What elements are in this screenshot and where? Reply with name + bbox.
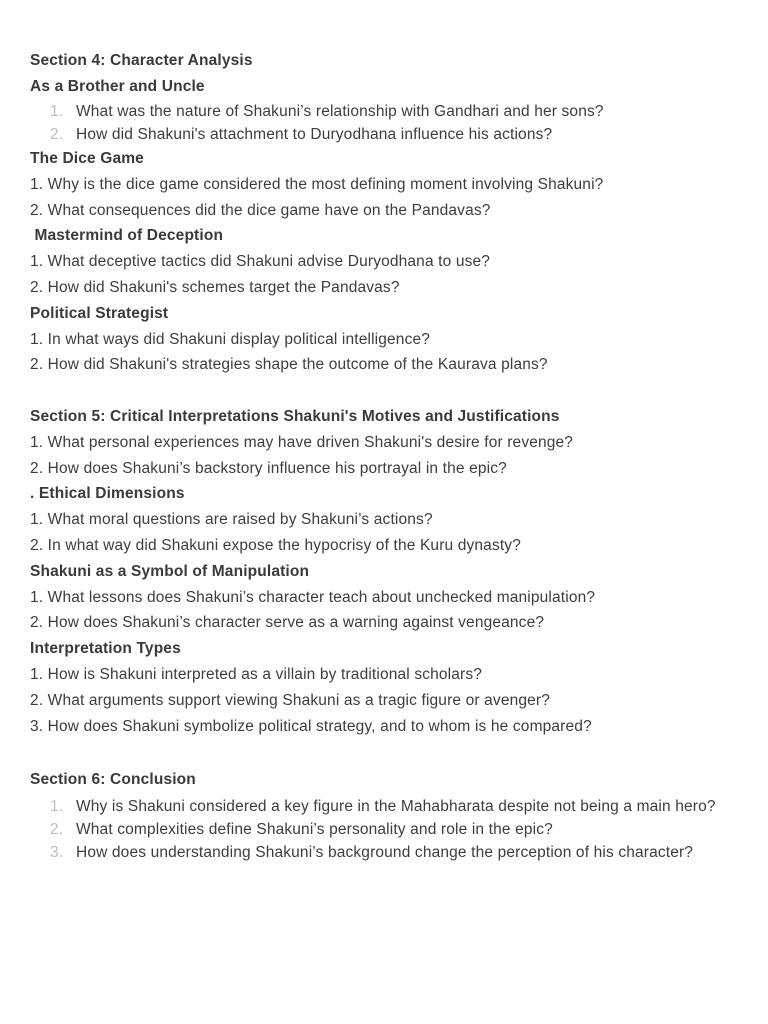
question-line: 2. In what way did Shakuni expose the hypocrisy of the Kuru dynasty? <box>30 536 521 554</box>
section-5-title: Section 5: Critical Interpretations Shakuni's Motives and Justifications <box>30 407 560 425</box>
section-6-title: Section 6: Conclusion <box>30 771 196 789</box>
list-item-text: What complexities define Shakuni’s personality and role in the epic? <box>76 821 553 839</box>
question-line: 1. What deceptive tactics did Shakuni advise Duryodhana to use? <box>30 253 491 271</box>
list-item-text: Why is Shakuni considered a key figure in the Mahabharata despite not being a main hero? <box>76 798 716 816</box>
question-line: 2. What consequences did the dice game have on the Pandavas? <box>30 201 491 219</box>
list-item <box>30 123 760 146</box>
conclusion-list <box>30 795 760 864</box>
question-line: 2. How did Shakuni's schemes target the Pandavas? <box>30 278 400 296</box>
question-line: 1. In what ways did Shakuni display political intelligence? <box>30 330 431 348</box>
subheading-mastermind: Mastermind of Deception <box>30 227 224 245</box>
question-line: 2. How does Shakuni’s character serve as a warning against vengeance? <box>30 614 545 632</box>
question-line: 2. How did Shakuni's strategies shape the outcome of the Kaurava plans? <box>30 356 548 374</box>
subheading-interpretation-types: Interpretation Types <box>30 640 181 658</box>
list-number: 2. <box>50 125 64 143</box>
list-number: 1. <box>50 102 64 120</box>
list-number: 1. <box>50 798 64 816</box>
section-6 <box>30 765 760 864</box>
list-number: 3. <box>50 844 64 862</box>
subheading-dice-game: The Dice Game <box>30 149 144 167</box>
list-number: 2. <box>50 821 64 839</box>
spacer <box>30 739 760 765</box>
subheading-ethical-dimensions: . Ethical Dimensions <box>30 485 185 503</box>
spacer <box>30 378 760 404</box>
question-line: 1. What lessons does Shakuni’s character teach about unchecked manipulation? <box>30 588 596 606</box>
subheading-symbol-manipulation: Shakuni as a Symbol of Manipulation <box>30 562 310 580</box>
list-item-text: How did Shakuni's attachment to Duryodhana influence his actions? <box>76 125 553 143</box>
list-item-text: What was the nature of Shakuni’s relationship with Gandhari and her sons? <box>76 102 604 120</box>
brother-uncle-list <box>30 100 760 146</box>
question-line: 2. How does Shakuni’s backstory influence his portrayal in the epic? <box>30 459 507 477</box>
question-line: 2. What arguments support viewing Shakuni as a tragic figure or avenger? <box>30 691 550 709</box>
question-line: 1. What personal experiences may have driven Shakuni's desire for revenge? <box>30 433 574 451</box>
subheading-brother-uncle: As a Brother and Uncle <box>30 77 205 95</box>
list-item <box>30 841 760 864</box>
question-line: 3. How does Shakuni symbolize political strategy, and to whom is he compared? <box>30 717 592 735</box>
question-line: 1. How is Shakuni interpreted as a villain by traditional scholars? <box>30 665 483 683</box>
list-item-text: How does understanding Shakuni’s background change the perception of his character? <box>76 844 694 862</box>
subheading-political-strategist: Political Strategist <box>30 304 169 322</box>
document-body <box>30 48 760 864</box>
section-4-title: Section 4: Character Analysis <box>30 52 253 69</box>
list-item <box>30 818 760 841</box>
list-item <box>30 795 760 818</box>
question-line: 1. What moral questions are raised by Shakuni’s actions? <box>30 511 433 529</box>
question-line: 1. Why is the dice game considered the most defining moment involving Shakuni? <box>30 175 604 193</box>
list-item <box>30 100 760 123</box>
